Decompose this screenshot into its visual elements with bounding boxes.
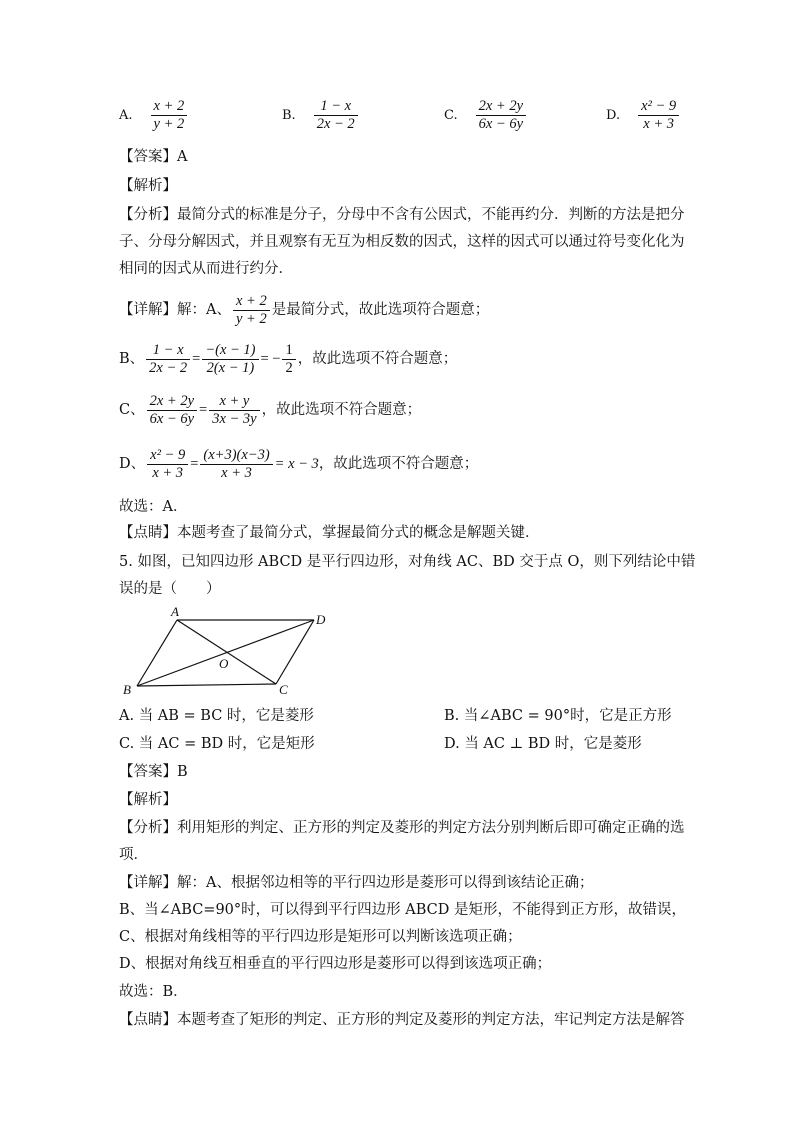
fraction: $\frac{x + y}{3x - 3y}$ [209,393,259,428]
detail-text: 是最简分式，故此选项符合题意； [271,302,490,318]
q4-option-d [606,98,681,133]
q5-detail-line-3: C、根据对角线相等的平行四边形是矩形可以判断该选项正确； [119,929,522,945]
parallelogram-figure [119,606,359,702]
q4-detail-d: D、 $\frac{\text{x² − 9}}{x + 3}$ = $\frac{(x+3)(x-3)}{x + 3}$ = x − 3，故此选项不符合题意； [119,446,479,481]
detail-label: D、 [119,456,146,472]
q5-comment: 【点睛】本题考查了矩形的判定、正方形的判定及菱形的判定方法，牢记判定方法是解答 [119,1012,685,1028]
q5-fenxi-line-2: 项． [119,847,148,863]
vertex-label-a: A [171,606,179,619]
result: = x − 3 [274,456,319,472]
q5-choice-a: A. 当 AB = BC 时，它是菱形 [119,708,314,724]
q5-detail-line-1: 【详解】解：A、根据邻边相等的平行四边形是菱形可以得到该结论正确； [119,875,594,891]
detail-prefix: 【详解】解：A、 [119,302,231,318]
fraction: $\frac{\text{x² − 9}}{x + 3}$ [147,447,188,482]
q4-option-a [119,98,189,133]
q5-fenxi-line-1: 【分析】利用矩形的判定、正方形的判定及菱形的判定方法分别判断后即可确定正确的选 [119,820,685,836]
q4-detail-b: B、 $\frac{1 - x}{2x - 2}$ = $\frac{-(x - 1)}{2(x - 1)}$ = − $\frac{1}{2}$ ，故此选项不符合题意； [119,341,458,376]
q5-answer: 【答案】B [119,764,188,780]
q5-detail-line-2: B、当∠ABC=90°时，可以得到平行四边形 ABCD 是矩形，不能得到正方形，故错误， [119,902,686,918]
fraction: $\frac{(x+3)(x-3)}{x + 3}$ [200,447,272,482]
vertex-label-b: B [123,682,131,697]
fraction: $\frac{-(x - 1)}{2(x - 1)}$ [202,342,258,377]
vertex-label-d: D [316,612,326,627]
q4-detail-a [119,289,489,331]
q4-detail-c: C、 $\frac{2x + 2y}{6x - 6y}$ = $\frac{x + y}{3x - 3y}$ ，故此选项不符合题意； [119,392,422,427]
equals-sign: = − [260,351,281,367]
center-label-o: O [219,656,229,671]
fraction: $\frac{1}{2}$ [282,342,295,377]
q4-fenxi-line-1: 【分析】最简分式的标准是分子，分母中不含有公因式，不能再约分．判断的方法是把分 [119,207,685,223]
detail-text: ，故此选项不符合题意； [318,456,479,472]
detail-label: C、 [119,402,145,418]
option-label: A. [119,108,133,123]
q4-choose: 故选：A． [119,499,188,515]
fraction: $\frac{x + 2}{y + 2}$ [233,293,270,328]
option-label: D. [606,108,621,123]
q5-analysis-title: 【解析】 [119,792,177,808]
q4-fenxi-line-3: 相同的因式从而进行约分． [119,261,293,277]
q4-analysis-title: 【解析】 [119,178,177,194]
option-label: C. [444,108,458,123]
q5-choose: 故选：B． [119,984,188,1000]
q5-stem-line-2: 误的是（ ） [119,581,221,597]
fraction: $\frac{2x + 2y}{6x - 6y}$ [476,98,526,133]
edge-ba [137,620,177,686]
q5-choice-c: C. 当 AC = BD 时，它是矩形 [119,736,315,752]
q4-answer: 【答案】A [119,149,188,165]
q5-detail-line-4: D、根据对角线互相垂直的平行四边形是菱形可以得到该选项正确； [119,956,552,972]
detail-text: ，故此选项不符合题意； [261,402,422,418]
q4-fenxi-line-2: 子、分母分解因式，并且观察有无互为相反数的因式，这样的因式可以通过符号变化化为 [119,234,685,250]
fraction: $\frac{2x + 2y}{6x - 6y}$ [147,393,197,428]
diagonal-bd [137,620,314,686]
q5-choice-b: B. 当∠ABC = 90°时，它是正方形 [444,708,672,724]
fraction: $\frac{1 - x}{2x - 2}$ [314,98,358,133]
q5-choice-d: D. 当 AC ⊥ BD 时，它是菱形 [444,736,642,752]
vertex-label-c: C [279,682,288,697]
q4-option-c [444,98,528,133]
fraction: $\frac{x + 2}{y + 2}$ [151,98,188,133]
edge-cb [137,684,276,686]
q4-option-b [282,98,360,133]
detail-label: B、 [119,351,145,367]
q5-stem-line-1: 5. 如图，已知四边形 ABCD 是平行四边形，对角线 AC、BD 交于点 O，则下列结论中错 [119,554,696,570]
fraction: $\frac{1 - x}{2x - 2}$ [146,342,190,377]
edge-dc [276,620,314,684]
option-label: B. [282,108,296,123]
q4-comment: 【点睛】本题考查了最简分式，掌握最简分式的概念是解题关键． [119,525,540,541]
fraction: $\frac{\text{x² − 9}}{x + 3}$ [638,98,679,133]
detail-text: ，故此选项不符合题意； [297,351,458,367]
